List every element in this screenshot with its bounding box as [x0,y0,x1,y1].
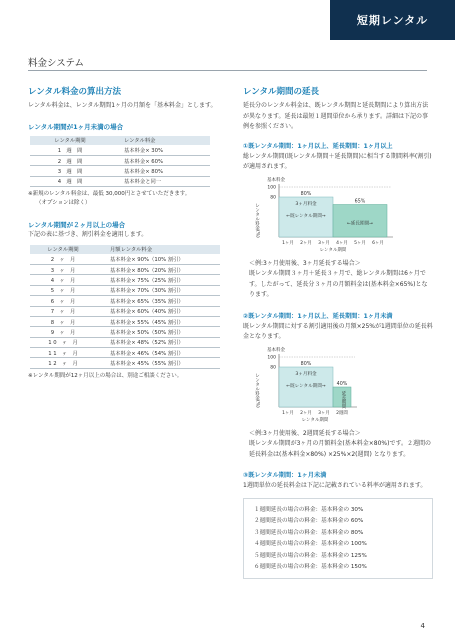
table-cell: 基本料金× 30% [110,145,210,155]
bar-series-label: ←既レンタル期間→ [286,383,326,389]
minimum-fee-note: ※新規のレンタル料金は、最低 30,000円とさせていただきます。 [28,191,191,198]
table-cell: 3 ヶ 月 [30,264,96,274]
case-1-heading: ①既レンタル期間：1ヶ月以上、延長期間：1ヶ月以上 [243,142,393,150]
case-2-example-title: ＜例:3ヶ月使用後、2週間延長する場合＞ [249,429,361,437]
table-row [30,358,220,368]
rate-item: ３週間延長の場合の料金：基本料金の 80% [254,529,364,536]
extension-chart-2 [243,343,433,425]
rate-item: ６週間延長の場合の料金：基本料金の 150% [254,564,367,570]
table-row [30,166,210,176]
case-2-example: 既レンタル期間が3ヶ月の月額料金(基本料金×80%)です。２週間の延長料金は(基本料金×80%) ×25%×2(週間) となります。 [249,440,431,458]
section-divider [28,70,427,71]
table-cell: 基本料金× 65%（35% 割引） [96,296,220,306]
bar-series-label: 延長期間 [341,390,346,409]
table-header: レンタル料金 [110,135,210,145]
case-2-heading: ②既レンタル期間：1ヶ月以上、延長期間：1ヶ月未満 [243,312,393,320]
rate-item: １週間延長の場合の料金：基本料金の 30% [254,506,364,513]
table-cell: 基本料金× 48%（52% 割引） [96,337,220,347]
bar-value-label: 65% [354,199,366,204]
table-cell: 4 ヶ 月 [30,275,96,285]
header-tab: 短期レンタル [330,0,455,40]
left-heading: レンタル料金の算出方法 [28,87,121,97]
bar-value-label: 40% [336,381,348,387]
short-rental-table [30,135,210,188]
table-header: レンタル期間 [30,135,110,145]
category-label: 1ヶ月 [282,410,294,416]
table-row [30,316,220,326]
y-axis-label: レンタル料金(%) [254,202,260,238]
bar-inner-label: 3ヶ月料金 [295,371,317,377]
category-label: 2ヶ月 [300,240,312,246]
y-axis-title: 基本料金 [267,177,285,183]
table-cell: 基本料金× 45%（55% 割引） [96,358,220,368]
table-cell: 1 1 ヶ 月 [30,348,96,358]
x-axis-label: レンタル期間 [319,247,347,253]
table-header: レンタル期間 [30,244,96,254]
bar-series-label: ←既レンタル期間→ [286,213,326,219]
category-label: 6ヶ月 [372,240,384,246]
x-axis-label: レンタル期間 [301,417,329,423]
table-row [30,327,220,337]
bar-value-label: 80% [300,361,312,367]
table-row [30,145,210,155]
category-label: 3ヶ月 [318,240,330,246]
category-label: 1ヶ月 [282,240,294,246]
table-row [30,306,220,316]
table-cell: 4 週 間 [30,176,110,186]
over-2-months-heading: レンタル期間が２ヶ月以上の場合 [28,221,126,230]
over-12-months-note: ※レンタル期間が12ヶ月以上の場合は、別途ご相談ください。 [28,372,183,379]
over-2-months-intro: 下記の表に基づき、割引料金を適用します。 [28,231,148,239]
case-1-example: 既レンタル期間３ヶ月＋延長３ヶ月で、総レンタル期間は6ヶ月です。したがって、延長分３ヶ月の月額料金は(基本料金×65%)となります。 [249,270,428,298]
table-cell: 6 ヶ 月 [30,296,96,306]
under-1-month-heading: レンタル期間が1ヶ月未満の場合 [28,122,124,131]
table-cell: 基本料金× 46%（54% 割引） [96,348,220,358]
table-cell: 1 週 間 [30,145,110,155]
table-row [30,254,220,264]
table-cell: 9 ヶ 月 [30,327,96,337]
bar-series-label: ←延長期間→ [346,221,374,226]
table-cell: 1 2 ヶ 月 [30,358,96,368]
table-cell: 2 ヶ 月 [30,254,96,264]
rate-item: ５週間延長の場合の料金：基本料金の 125% [254,552,367,559]
option-note: （オプションは除く） [36,200,91,207]
case-3-desc: 1週間単位の延長料金は下記に記載されている料率が適用されます。 [243,482,427,489]
case-1-example-title: ＜例:3ヶ月使用後、3ヶ月延長する場合＞ [249,259,361,267]
bar-inner-label: 3ヶ月料金 [295,201,317,207]
table-row [30,296,220,306]
table-cell: 基本料金× 55%（45% 割引） [96,316,220,326]
table-cell: 3 週 間 [30,166,110,176]
table-cell: 基本料金と同一 [110,176,210,186]
category-label: 2ヶ月 [300,410,312,416]
category-label: 2週間 [336,410,348,416]
table-cell: 8 ヶ 月 [30,316,96,326]
table-cell: 1 0 ヶ 月 [30,337,96,347]
case-2-desc: 既レンタル期間に対する割引適用後の月額×25%が1週間単位の延長料金となります。 [243,322,433,340]
table-row [30,176,210,186]
right-heading: レンタル期間の延長 [243,87,319,97]
right-column [243,85,433,579]
table-row [30,337,220,347]
category-label: 5ヶ月 [354,240,366,246]
table-row [30,285,220,295]
weekly-rates-box [243,498,433,579]
table-row [30,264,220,274]
table-cell: 基本料金× 75%（25% 割引） [96,275,220,285]
tick-label: 100 [267,185,276,190]
tick-label: 80 [270,365,276,370]
y-axis-title: 基本料金 [267,347,285,353]
table-cell: 基本料金× 70%（30% 割引） [96,285,220,295]
extension-chart-1 [243,173,433,255]
category-label: 4ヶ月 [336,240,348,246]
table-cell: 7 ヶ 月 [30,306,96,316]
case-3-heading: ③既レンタル期間：1ヶ月未満 [243,472,327,479]
tick-label: 100 [267,355,276,360]
case-1-desc: 総レンタル期間(既レンタル期間＋延長期間)に相当する期間料率(割引)が適用されます。 [243,152,432,170]
table-row [30,155,210,165]
table-cell: 基本料金× 80%（20% 割引） [96,264,220,274]
table-header: 月額レンタル料金 [96,244,220,254]
table-row [30,348,220,358]
rate-item: ４週間延長の場合の料金：基本料金の 100% [254,541,367,547]
table-cell: 基本料金× 60%（40% 割引） [96,306,220,316]
category-label: 3ヶ月 [318,410,330,416]
tick-label: 80 [270,195,276,200]
page-number: 4 [420,622,425,630]
y-axis-label: レンタル料金(%) [254,372,260,408]
section-title: 料金システム [28,58,85,69]
left-column [28,85,233,381]
table-cell: 基本料金× 50%（50% 割引） [96,327,220,337]
table-cell: 基本料金× 90%（10% 割引） [96,254,220,264]
table-row [30,275,220,285]
table-cell: 基本料金× 80% [110,166,210,176]
rate-item: ２週間延長の場合の料金：基本料金の 60% [254,518,364,524]
right-intro: 延長分のレンタル料金は、既レンタル期間と延長期間により算出方法が異なります。延長は最短１週間単位から承ります。詳細は下記の事例を参照ください。 [243,102,429,130]
bar-value-label: 80% [300,191,312,197]
table-cell: 2 週 間 [30,155,110,165]
table-cell: 5 ヶ 月 [30,285,96,295]
table-cell: 基本料金× 60% [110,155,210,165]
left-intro: レンタル料金は、レンタル期間1ヶ月の月額を「基本料金」とします。 [28,102,217,109]
discount-table [30,244,220,369]
